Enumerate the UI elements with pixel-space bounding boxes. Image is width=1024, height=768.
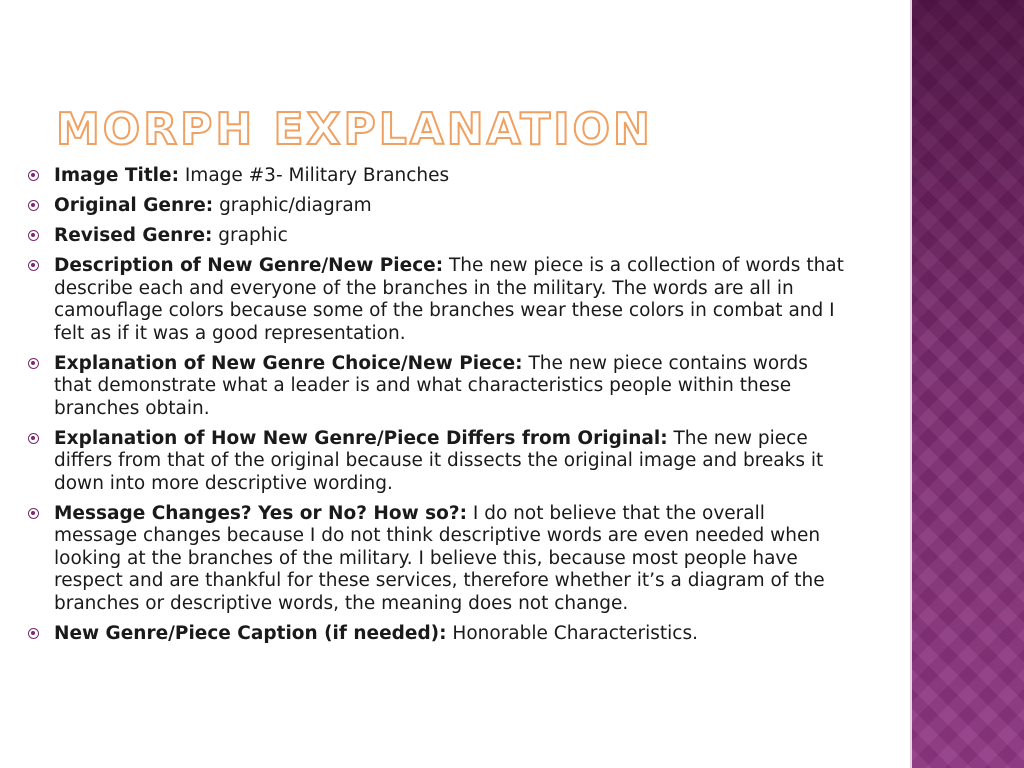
circle-dot-icon — [28, 260, 39, 271]
bullet-label: New Genre/Piece Caption (if needed): — [54, 622, 447, 644]
slide-title: MORPH EXPLANATION — [56, 104, 653, 155]
circle-dot-icon — [28, 358, 39, 369]
bullet-genre-choice — [28, 353, 848, 421]
bullet-label: Explanation of New Genre Choice/New Piece: — [54, 352, 523, 374]
circle-dot-icon — [28, 230, 39, 241]
bullet-label: Revised Genre: — [54, 225, 213, 246]
bullet-text: The new piece is a collection of words that describe each and everyone of the branches in the military. The words are all in camouflage colors because some of the branches wear these colors in combat and I felt as if it was a good representation. — [54, 255, 844, 344]
bullet-text: graphic — [212, 225, 288, 246]
decorative-side-band — [912, 0, 1024, 768]
bullet-label: Description of New Genre/New Piece: — [54, 255, 444, 276]
bullet-image-title — [28, 165, 848, 188]
bullet-text: Image #3- Military Branches — [178, 165, 450, 186]
bullet-description — [28, 255, 848, 345]
bullet-text: Honorable Characteristics. — [446, 622, 698, 644]
bullet-text: The new piece contains words that demonstrate what a leader is and what characteristics people within these branches obtain. — [54, 352, 808, 419]
circle-dot-icon — [28, 628, 39, 639]
circle-dot-icon — [28, 200, 39, 211]
bullet-label: Explanation of How New Genre/Piece Differs from Original: — [54, 427, 668, 449]
bullet-label: Image Title: — [54, 165, 179, 186]
circle-dot-icon — [28, 433, 39, 444]
circle-dot-icon — [28, 508, 39, 519]
bullet-revised-genre — [28, 225, 848, 248]
bullet-label: Message Changes? Yes or No? How so?: — [54, 502, 467, 524]
bullet-message-changes — [28, 503, 848, 616]
bullet-original-genre — [28, 195, 848, 218]
bullet-list — [28, 165, 848, 653]
circle-dot-icon — [28, 170, 39, 181]
bullet-text: graphic/diagram — [213, 195, 372, 216]
bullet-text: The new piece differs from that of the original because it dissects the original image and breaks it down into more descriptive wording. — [54, 427, 824, 494]
bullet-label: Original Genre: — [54, 195, 214, 216]
bullet-differences — [28, 428, 848, 496]
bullet-text: I do not believe that the overall message changes because I do not think descriptive words are even needed when looking at the branches of the military. I believe this, because most people have respect and are thankful for these services, therefore whether it’s a diagram of the branches or descriptive words, the meaning does not change. — [54, 502, 825, 614]
bullet-caption — [28, 623, 848, 646]
